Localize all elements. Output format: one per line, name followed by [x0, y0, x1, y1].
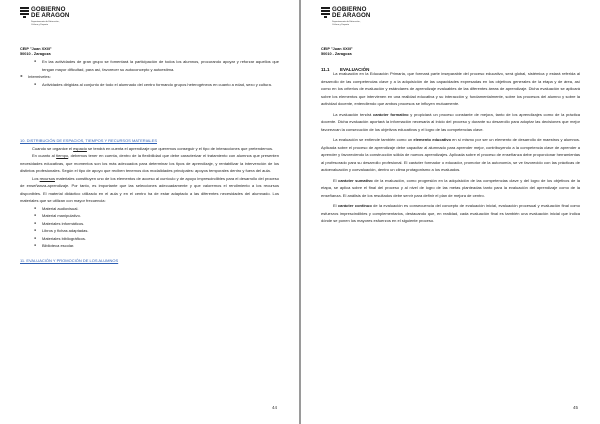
- list-item: ● Material manipulativo.: [34, 212, 279, 220]
- paragraph: El carácter sumativo de la evaluación, como progresión en la adquisición de las competencias clave y del logro de los objetivos de la etapa, se aplica sobre el final del proceso y al nivel de logro de las metas planteadas tanto para la evaluación del aprendizaje como de la enseñanza. El análisis de los resultados debe servir para definir el plan de mejora de centro.: [321, 177, 580, 198]
- paragraph: Los recursos materiales constituyen uno de los elementos de acceso al currículo y de apoyo imprescindibles para el desarrollo del proceso de enseñanza-aprendizaje. Por tanto, es importante que las selecciones adecuadamente y que valoremos el rendimiento a los recursos disponibles. El material didáctico utilizado en el aula y en el centro ha de estar adaptado a las diferentes necesidades del alumnado. Los materiales que se utilizan con mayor frecuencia:: [20, 175, 280, 203]
- school-header: CEIP "Juan XXIII" 50010 - Zaragoza: [20, 47, 52, 56]
- page-left: [0, 0, 299, 424]
- materials-list: [34, 205, 279, 250]
- paragraph: La evaluación tendrá carácter formativo y propiciará un proceso constante de mejora, tanto de los aprendizajes como de la práctica docente. Dicha evaluación aportará la información necesaria al inicio del proceso y durante su desarrollo para adoptar las decisiones que mejor favorezcan la consecución de los objetivos educativos y el logro de las competencias clave.: [321, 111, 581, 132]
- right-body: [321, 70, 580, 225]
- list-item: ● Materiales informáticos.: [34, 220, 279, 228]
- list-item: ● En las actividades de gran grupo se fomentará la participación de todos los alumnos, procurando apoyar y reforzar aquellos que tengan mayor dificultad, para así, favorecer su autoconcepto y autoestima.: [34, 58, 279, 73]
- list-item: ► Intermiveles:: [20, 73, 279, 81]
- section-heading: 10. DISTRIBUCIÓN DE ESPACIOS, TIEMPOS Y RECURSOS MATERIALES: [20, 138, 157, 143]
- paragraph: En cuanto al tiempo, debemos tener en cuenta, dentro de la flexibilidad que debe caracterizar el tratamiento con alumnos que presenten necesidades educativas, que momentos son los más adecuados para determinar los tipos de aprendizaje, y rentabilizar la intervención de los distintos profesionales. Según el tipo de apoyo que reciben tenemos dos modalidades principales: apoyos temporales dentro y fuera del aula.: [20, 153, 279, 173]
- left-body-top: [20, 58, 279, 88]
- paragraph: El carácter continuo de la evaluación es consecuencia del concepto de evaluación inicial, evaluación procesual y evaluación final como esfuerzos imprescindibles y complementarios, destacando que, en realidad, cada evaluación final es también una evaluación inicial que indica dónde se ponen los mayores esfuerzos en el siguiente proceso.: [321, 203, 580, 223]
- list-item: ● Actividades dirigidas al conjunto de todo el alumnado del centro formando grupos heterogéneos en cuanto a edad, sexo y cultura.: [34, 81, 279, 89]
- section-heading: 11. EVALUACIÓN Y PROMOCIÓN DE LOS ALUMNOS: [20, 257, 119, 263]
- list-item: ● Biblioteca escolar.: [34, 242, 279, 250]
- left-body-main: [20, 137, 279, 264]
- aragon-emblem-icon: [321, 7, 330, 18]
- aragon-emblem-icon: [20, 7, 29, 18]
- paragraph: La evaluación en la Educación Primaria, que formará parte inseparable del proceso educativo, será global, sistémica y estará referida al desarrollo de las competencias clave y a la adquisición de las capacidades expresadas en los objetivos generales de la etapa y de área, así como en los criterios de evaluación y estándares de aprendizaje evaluables de las diferentes áreas de aprendizaje. Dicha evaluación se aplicará sobre los elementos que intervienen en una realidad educativa y su interacción y, fundamentalmente, sobre los procesos del alumno y sobre la actividad docente, entendiendo que ambos procesos se influyen mutuamente.: [321, 71, 580, 106]
- paragraph: Cuando se organice el espacio se tendrá en cuenta el aprendizaje que queremos conseguir y el tipo de interacciones que pretendemos.: [32, 145, 274, 151]
- list-item: ● Materiales bibliográficos.: [34, 235, 279, 243]
- list-item: ● Libros y fichas adaptadas.: [34, 227, 279, 235]
- paragraph: La evaluación se entiende también como un elemento educativo en sí mismo por ser un elemento de desarrollo de maestros y alumnos. Aplicada sobre el proceso de aprendizaje debe capacitar al alumnado para aprender mejor, contribuyendo a la competencia clave de aprender a aprender y favoreciendo la construcción sólida de nuevos aprendizajes. Aplicada sobre el proceso de enseñanza debe proporcionar herramientas al profesorado para su desarrollo profesional. El carácter formador o educador, promotor de la autonomía, se ve favorecido con las prácticas de autoevaluación y coevaluación, dentro un clima protagonismo a los evaluados.: [321, 137, 581, 172]
- page-number: 44: [271, 405, 277, 410]
- section-title: 11.1 EVALUACIÓN: [321, 67, 370, 72]
- list-item: ● Material audiovisual.: [34, 205, 279, 213]
- aragon-logo: GOBIERNO DE ARAGON Departamento de Educación, Cultura y Deporte: [321, 7, 370, 27]
- page-right: [301, 0, 600, 424]
- page-number: 45: [572, 405, 578, 410]
- aragon-logo: GOBIERNO DE ARAGON Departamento de Educación, Cultura y Deporte: [20, 7, 69, 27]
- school-header: CEIP "Juan XXIII" 50010 - Zaragoza: [321, 47, 353, 56]
